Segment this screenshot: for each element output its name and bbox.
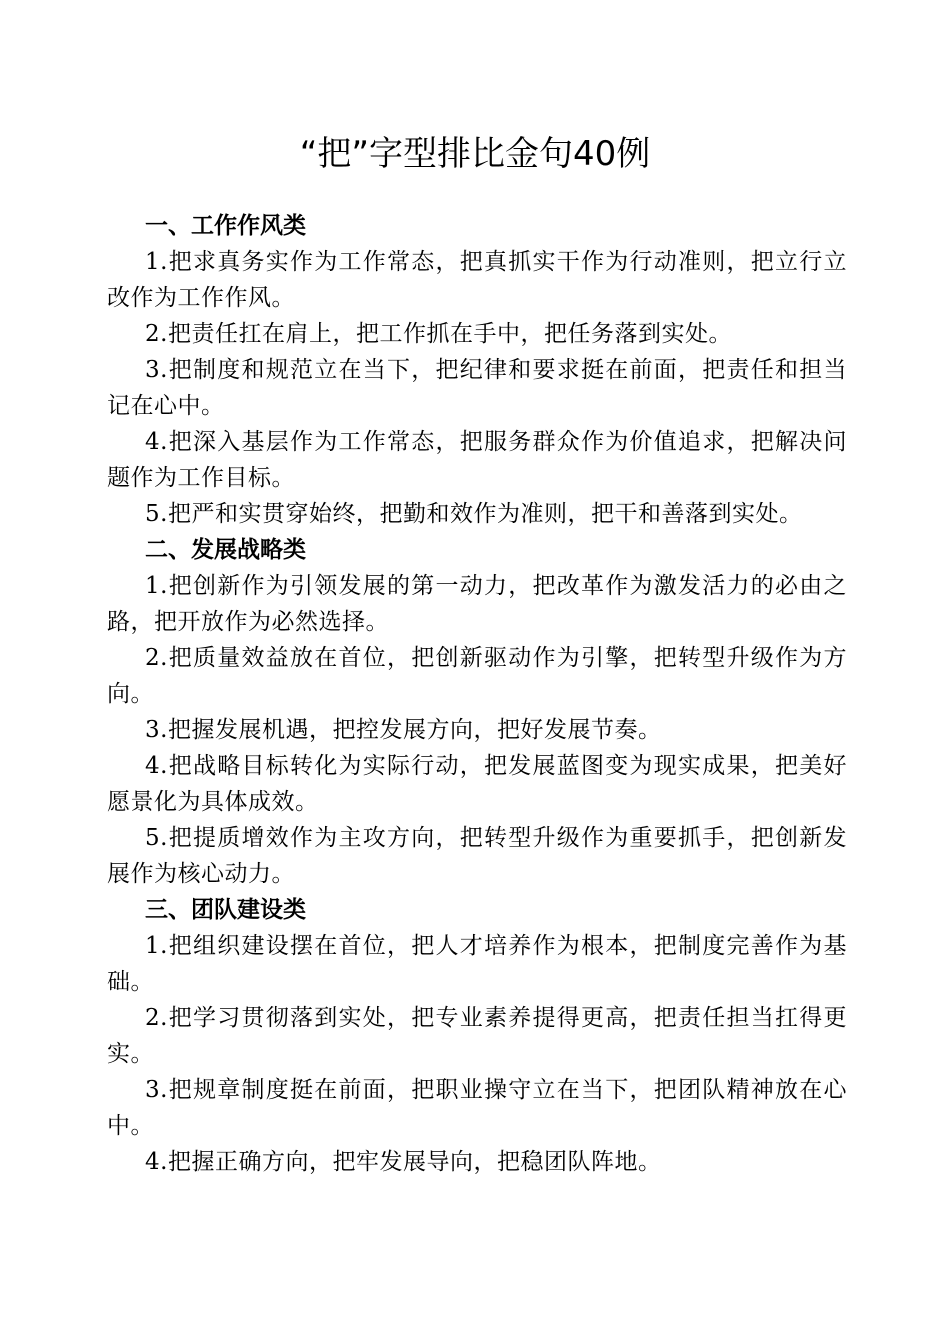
section-development-strategy (107, 532, 847, 892)
list-item: 4.把握正确方向，把牢发展导向，把稳团队阵地。 (145, 1149, 662, 1175)
document-body (107, 208, 847, 1180)
section-heading: 二、发展战略类 (145, 537, 306, 563)
section-team-building (107, 892, 847, 1180)
list-item: 3.把制度和规范立在当下，把纪律和要求挺在前面，把责任和担当记在心中。 (107, 357, 847, 419)
section-heading: 一、工作作风类 (145, 213, 306, 239)
list-item: 5.把严和实贯穿始终，把勤和效作为准则，把干和善落到实处。 (145, 501, 803, 527)
list-item: 3.把规章制度挺在前面，把职业操守立在当下，把团队精神放在心中。 (107, 1077, 847, 1139)
list-item: 1.把创新作为引领发展的第一动力，把改革作为激发活力的必由之路，把开放作为必然选择。 (107, 573, 847, 635)
list-item: 2.把质量效益放在首位，把创新驱动作为引擎，把转型升级作为方向。 (107, 645, 847, 707)
list-item: 3.把握发展机遇，把控发展方向，把好发展节奏。 (145, 717, 662, 743)
list-item: 1.把组织建设摆在首位，把人才培养作为根本，把制度完善作为基础。 (107, 933, 847, 995)
list-item: 4.把战略目标转化为实际行动，把发展蓝图变为现实成果，把美好愿景化为具体成效。 (107, 753, 847, 815)
list-item: 2.把学习贯彻落到实处，把专业素养提得更高，把责任担当扛得更实。 (107, 1005, 847, 1067)
list-item: 4.把深入基层作为工作常态，把服务群众作为价值追求，把解决问题作为工作目标。 (107, 429, 847, 491)
section-work-style (107, 208, 847, 532)
section-heading: 三、团队建设类 (145, 897, 306, 923)
list-item: 1.把求真务实作为工作常态，把真抓实干作为行动准则，把立行立改作为工作作风。 (107, 249, 847, 311)
list-item: 2.把责任扛在肩上，把工作抓在手中，把任务落到实处。 (145, 321, 732, 347)
list-item: 5.把提质增效作为主攻方向，把转型升级作为重要抓手，把创新发展作为核心动力。 (107, 825, 847, 887)
page-title: “把”字型排比金句40例 (299, 134, 651, 174)
